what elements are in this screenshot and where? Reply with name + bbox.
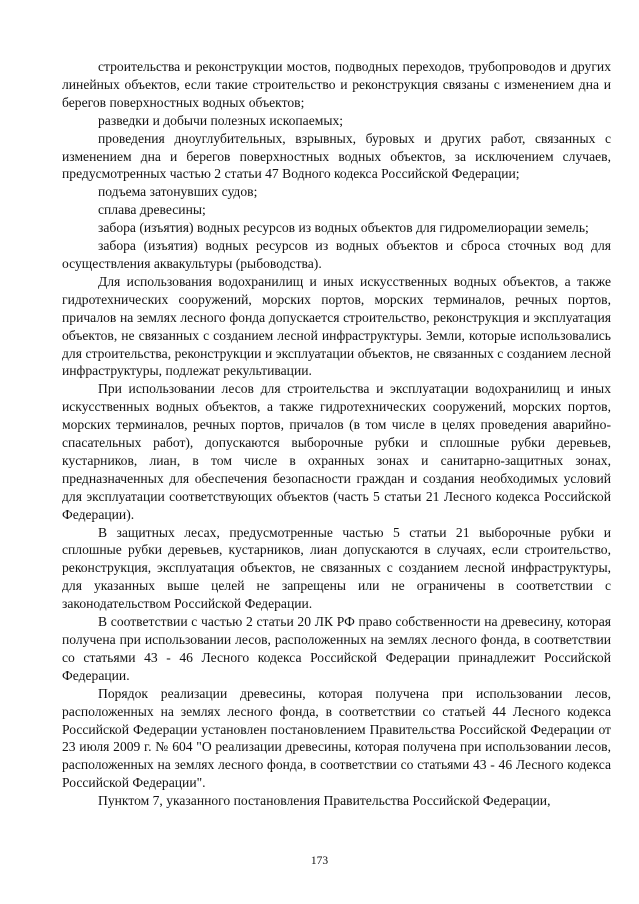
page-number: 173 [310,855,329,867]
paragraph: Пунктом 7, указанного постановления Правительства Российской Федерации, [98,793,551,809]
paragraph: При использовании лесов для строительства и эксплуатации водохранилищ и иных искусственных водных объектов, а также гидротехнических сооружений, морских портов, морских терминалов, речных портов, причалов (в том числе в целях проведения аварийно-спасательных работ), допускаются выборочные рубки и сплошные рубки деревьев, кустарников, лиан, в том числе в охранных зонах и санитарно-защитных зонах, предназначенных для обеспечения безопасности граждан и создания необходимых условий для эксплуатации соответствующих объектов (часть 5 статьи 21 Лесного кодекса Российской Федерации). [62,381,611,522]
paragraph: забора (изъятия) водных ресурсов из водных объектов для гидромелиорации земель; [98,220,589,236]
paragraph: разведки и добычи полезных ископаемых; [98,112,344,128]
paragraph: строительства и реконструкции мостов, подводных переходов, трубопроводов и других линейных объектов, если такие строительство и реконструкция связаны с изменением дна и берегов поверхностных водных объектов; [62,59,611,110]
paragraph: В соответствии с частью 2 статьи 20 ЛК РФ право собственности на древесину, которая получена при использовании лесов, расположенных на землях лесного фонда, в соответствии со статьями 43 - 46 Лесного кодекса Российской Федерации принадлежит Российской Федерации. [62,614,611,683]
paragraph: проведения дноуглубительных, взрывных, буровых и других работ, связанных с изменением дна и берегов поверхностных водных объектов, за исключением случаев, предусмотренных частью 2 статьи 47 Водного кодекса Российской Федерации; [62,130,611,182]
paragraph: Порядок реализации древесины, которая получена при использовании лесов, расположенных на землях лесного фонда, в соответствии со статьей 44 Лесного кодекса Российской Федерации установлен постановлением Правительства Российской Федерации от 23 июля 2009 г. № 604 "О реализации древесины, которая получена при использовании лесов, расположенных на землях лесного фонда, в соответствии со статьями 43 - 46 Лесного кодекса Российской Федерации". [62,685,611,791]
paragraph: забора (изъятия) водных ресурсов из водных объектов и сброса сточных вод для осуществления аквакультуры (рыбоводства). [62,238,611,271]
paragraph: В защитных лесах, предусмотренные частью 5 статьи 21 выборочные рубки и сплошные рубки деревьев, кустарников, лиан допускаются в случаях, если строительство, реконструкция, эксплуатация объектов, не связанных с созданием лесной инфраструктуры, для указанных выше целей не запрещены или не ограничены в соответствии с законодательством Российской Федерации. [62,524,611,612]
document-body [62,58,611,810]
paragraph: Для использования водохранилищ и иных искусственных водных объектов, а также гидротехнических сооружений, морских портов, морских терминалов, речных портов, причалов на землях лесного фонда допускается строительство, реконструкция и эксплуатация объектов, не связанных с созданием лесной инфраструктуры. Земли, которые использовались для строительства, реконструкции и эксплуатации объектов, не связанных с созданием лесной инфраструктуры, подлежат рекультивации. [62,273,611,379]
paragraph: подъема затонувших судов; [98,184,258,200]
paragraph: сплава древесины; [98,202,206,218]
